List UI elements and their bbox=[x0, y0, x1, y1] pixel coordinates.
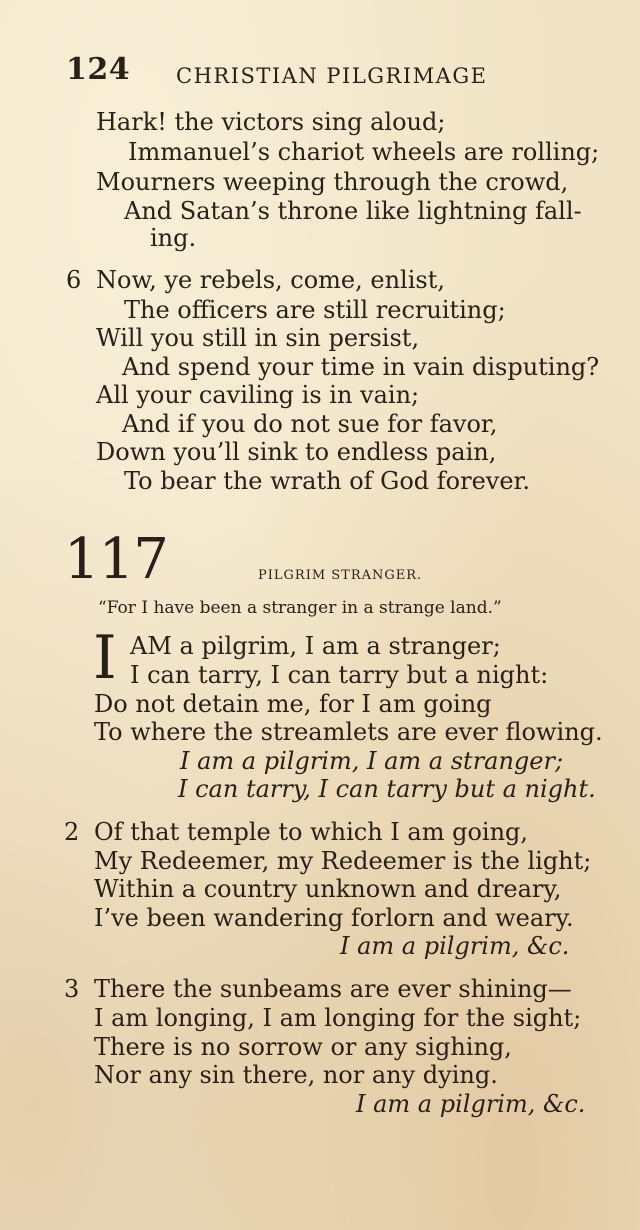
verse-line: I can tarry, I can tarry but a night: bbox=[130, 661, 549, 689]
verse-line: ing. bbox=[150, 224, 197, 252]
running-title: CHRISTIAN PILGRIMAGE bbox=[176, 64, 488, 88]
page-number: 124 bbox=[66, 52, 131, 87]
verse-line: Down you’ll sink to endless pain, bbox=[96, 438, 497, 466]
verse-line: To bear the wrath of God forever. bbox=[124, 467, 530, 495]
verse-line: There the sunbeams are ever shining— bbox=[94, 975, 572, 1003]
verse-line: And if you do not sue for favor, bbox=[122, 410, 498, 438]
verse-line: And Satan’s throne like lightning fall- bbox=[124, 197, 582, 225]
verse-line: Will you still in sin persist, bbox=[96, 324, 420, 352]
refrain-line: I am a pilgrim, &c. bbox=[356, 1090, 586, 1118]
verse-line: Hark! the victors sing aloud; bbox=[96, 108, 446, 136]
chorus-line: I am a pilgrim, I am a stranger; bbox=[180, 747, 564, 775]
verse-line: Of that temple to which I am going, bbox=[94, 818, 529, 846]
verse-number: 2 bbox=[64, 818, 80, 846]
verse-number: 6 bbox=[66, 266, 82, 294]
verse-number: 3 bbox=[64, 975, 80, 1003]
drop-cap: I bbox=[93, 623, 117, 693]
hymn-tune-title: PILGRIM STRANGER. bbox=[258, 568, 423, 583]
verse-line: There is no sorrow or any sighing, bbox=[94, 1033, 512, 1061]
hymn-number: 117 bbox=[64, 527, 168, 592]
verse-line: To where the streamlets are ever flowing. bbox=[94, 718, 603, 746]
verse-line: Immanuel’s chariot wheels are rolling; bbox=[128, 138, 600, 166]
refrain-line: I am a pilgrim, &c. bbox=[340, 932, 570, 960]
verse-line: All your caviling is in vain; bbox=[96, 381, 420, 409]
verse-line: My Redeemer, my Redeemer is the light; bbox=[94, 847, 592, 875]
verse-line: And spend your time in vain disputing? bbox=[122, 353, 600, 381]
verse-line: I’ve been wandering forlorn and weary. bbox=[94, 904, 574, 932]
verse-line: I am longing, I am longing for the sight; bbox=[94, 1004, 582, 1032]
verse-line: Nor any sin there, nor any dying. bbox=[94, 1061, 498, 1089]
verse-line: Mourners weeping through the crowd, bbox=[96, 168, 569, 196]
verse-line: AM a pilgrim, I am a stranger; bbox=[130, 632, 501, 660]
verse-line: Within a country unknown and dreary, bbox=[94, 875, 562, 903]
verse-line: Now, ye rebels, come, enlist, bbox=[96, 266, 445, 294]
epigraph: “For I have been a stranger in a strange land.” bbox=[98, 598, 502, 618]
verse-line: Do not detain me, for I am going bbox=[94, 690, 492, 718]
chorus-line: I can tarry, I can tarry but a night. bbox=[178, 775, 596, 803]
verse-line: The officers are still recruiting; bbox=[124, 296, 506, 324]
